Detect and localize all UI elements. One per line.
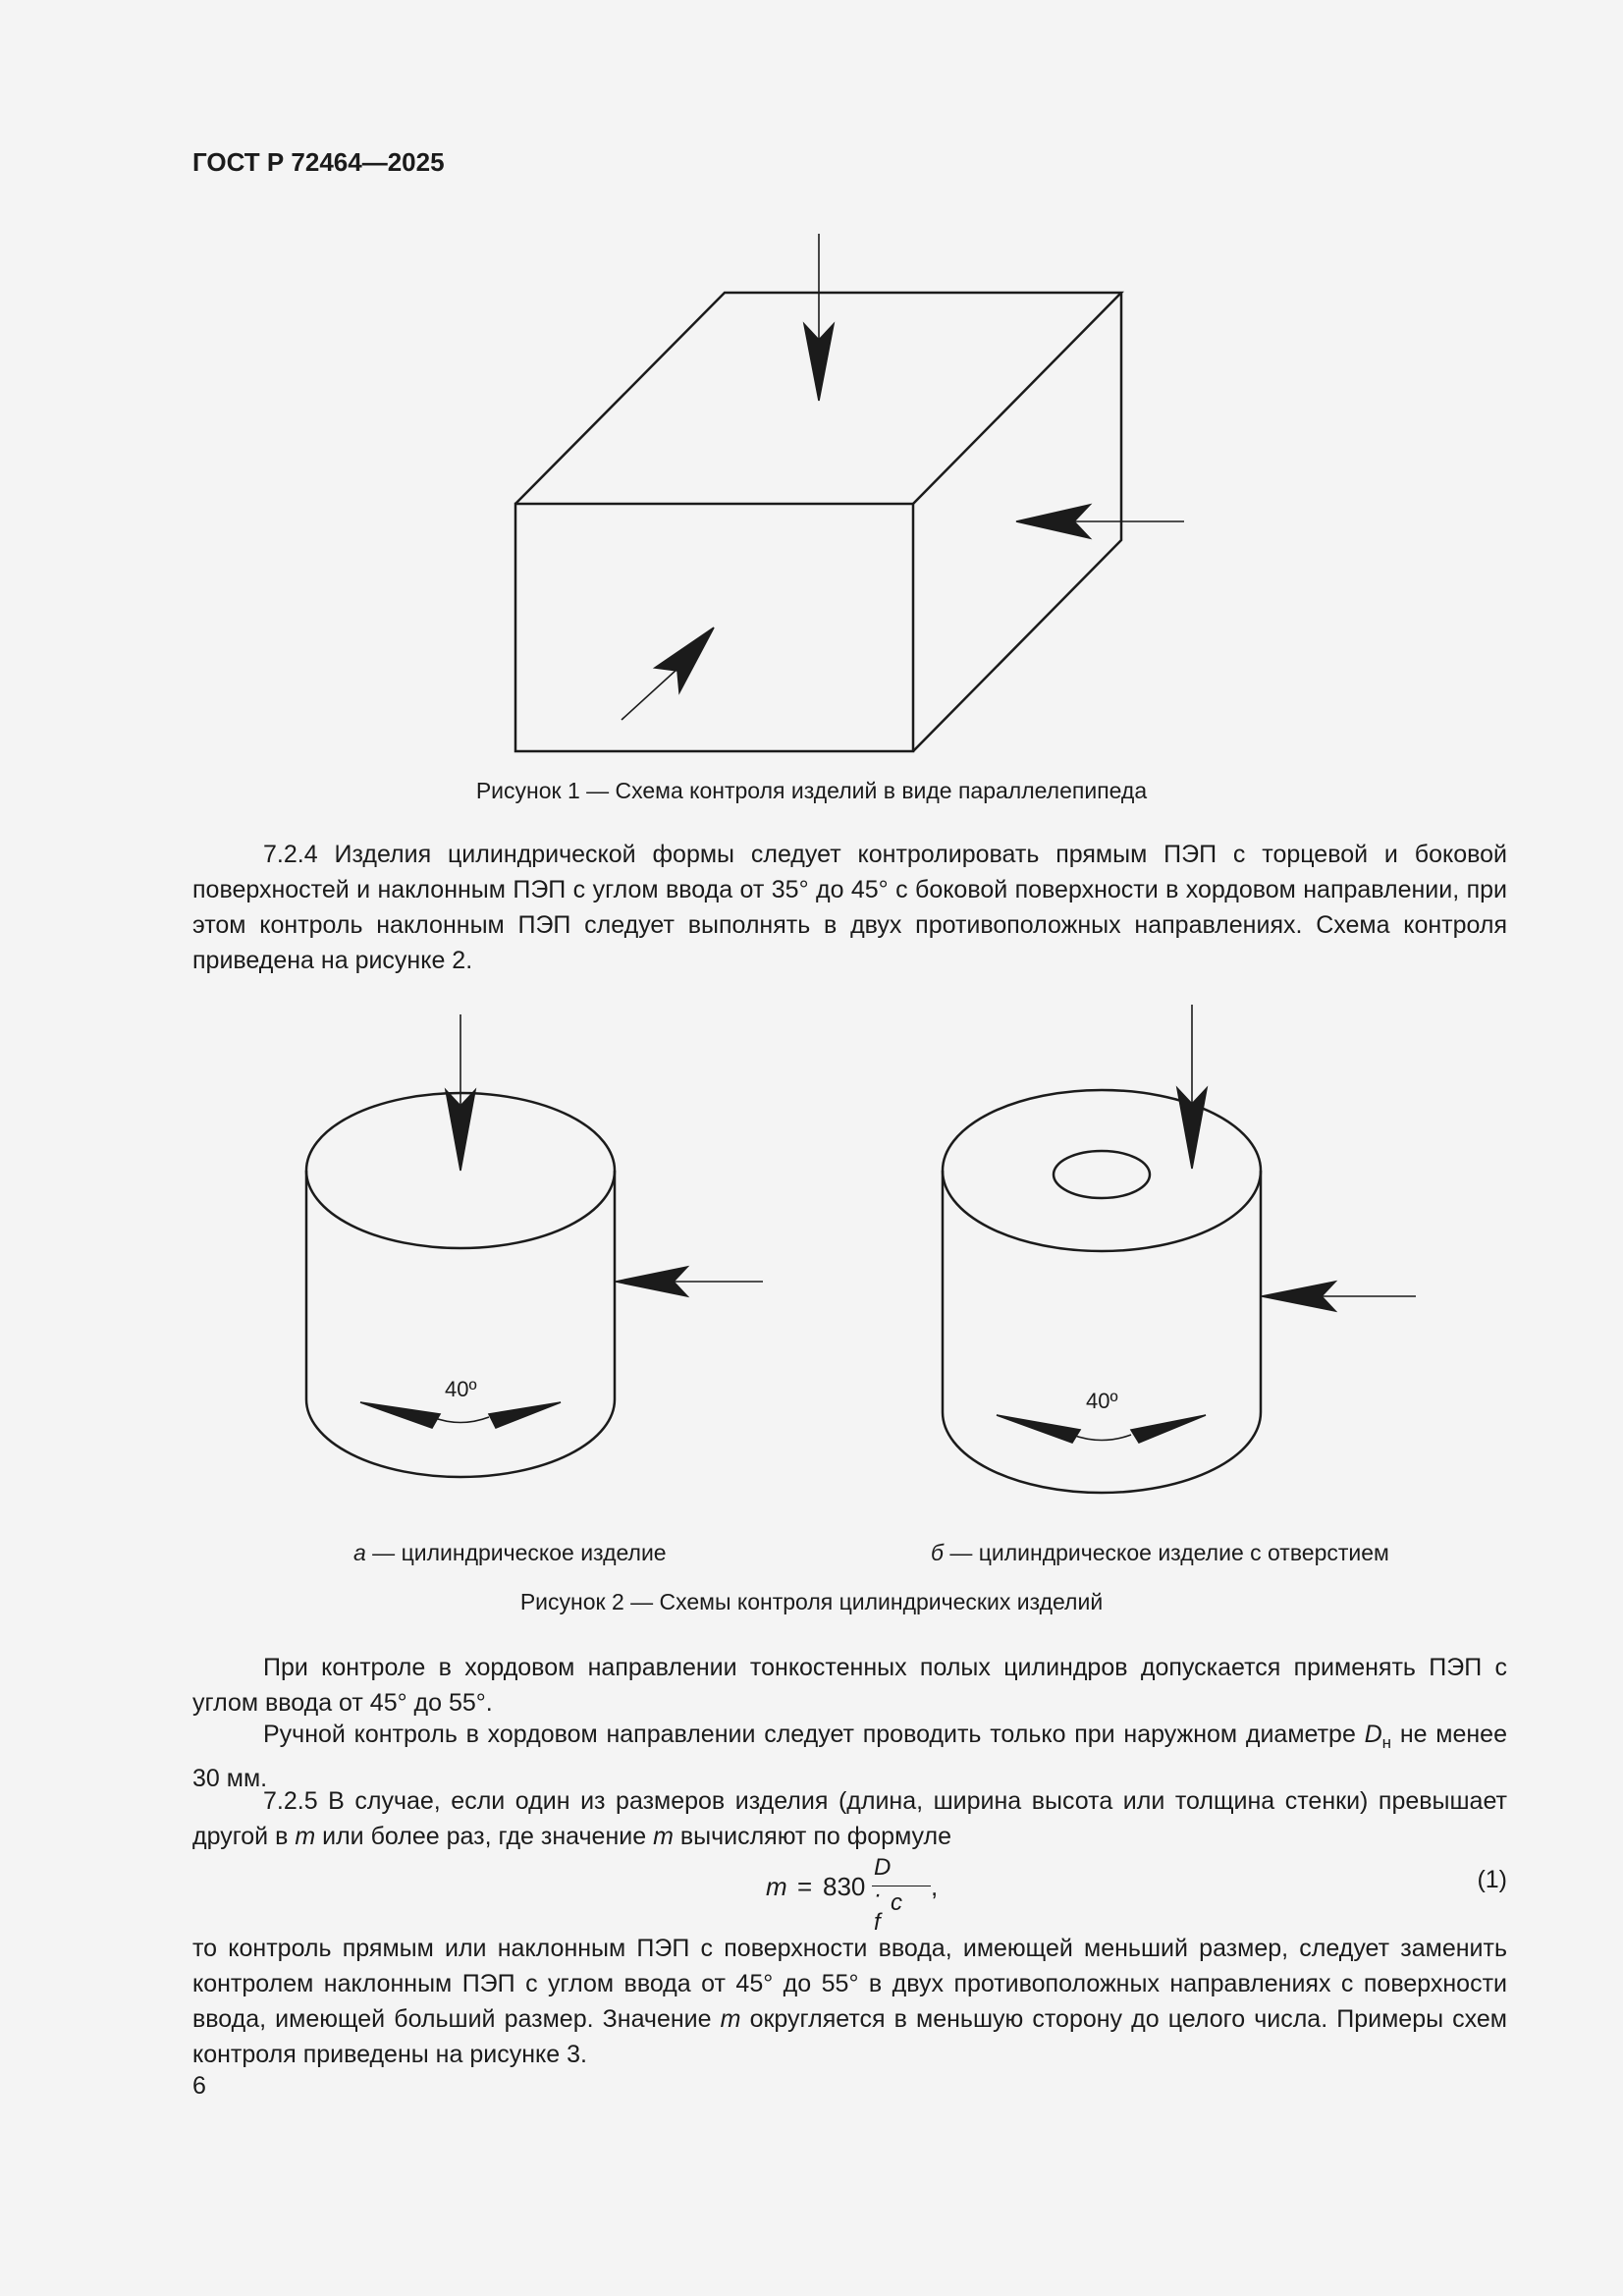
subcaption-a xyxy=(353,1540,667,1566)
box-front-face xyxy=(515,504,913,751)
section-7-2-5-continuation xyxy=(192,1931,1507,2072)
cylinder-b-hole xyxy=(1054,1151,1150,1198)
cylinder-b-arrow-top-icon xyxy=(1177,1005,1207,1169)
arrow-side-icon xyxy=(1016,505,1184,538)
var-m-1: m xyxy=(295,1823,316,1850)
cylinder-b-chord-arrows-icon xyxy=(997,1415,1206,1443)
var-m-3: m xyxy=(720,2005,741,2033)
section-7-2-5-part-a: 7.2.5 В случае, если один из размеров изделия (длина, ширина высота или толщина стенки) превышает другой в xyxy=(192,1787,1507,1850)
section-7-2-4-text: 7.2.4 Изделия цилиндрической формы следует контролировать прямым ПЭП с торцевой и боковой поверхностей и наклонным ПЭП с углом ввода от 35° до 45° с боковой поверхности в хордовом направлении, при этом контроль наклонным ПЭП следует выполнять в двух противоположных направлениях. Схема контроля приведена на рисунке 2. xyxy=(192,841,1507,974)
subcaption-b-letter: б xyxy=(931,1540,944,1565)
paragraph-chord-thin-wall: При контроле в хордовом направлении тонкостенных полых цилиндров допускается применять ПЭП с углом ввода от 45° до 55°. xyxy=(192,1654,1507,1717)
formula-lhs: m xyxy=(766,1872,787,1901)
var-d-outer: D xyxy=(1364,1721,1382,1748)
formula-number: (1) xyxy=(1477,1866,1507,1893)
cylinder-b-arrow-side-icon xyxy=(1262,1282,1416,1311)
figure2-cylinders-diagram xyxy=(0,982,1623,1532)
document-code: ГОСТ Р 72464—2025 xyxy=(192,147,445,177)
section-7-2-5-part-c: вычисляют по формуле xyxy=(673,1823,951,1850)
page-number: 6 xyxy=(192,2072,206,2100)
section-7-2-5-cont-part-a: то контроль прямым или наклонным ПЭП с поверхности ввода, имеющей меньший размер, следует заменить контролем наклонным ПЭП с углом ввода от 45° до 55° в двух противоположных направлениях с поверхности ввода, имеющей больший размер. Значение xyxy=(192,1935,1507,2033)
paragraph-manual-control-tail: не менее 30 мм. xyxy=(192,1721,1507,1792)
cylinder-b xyxy=(943,1090,1261,1493)
arrow-front-icon xyxy=(622,628,714,720)
var-d-outer-subscript: н xyxy=(1381,1733,1392,1752)
cylinder-a-chord-arrows-icon xyxy=(360,1402,561,1428)
cylinder-a-arrow-side-icon xyxy=(616,1267,763,1296)
formula-comma: , xyxy=(931,1872,939,1901)
arrow-top-icon xyxy=(804,234,834,401)
angle-label-a: 40º xyxy=(445,1377,477,1401)
paragraph-manual-control-text: Ручной контроль в хордовом направлении следует проводить только при наружном диаметре xyxy=(263,1721,1365,1748)
section-7-2-5-text xyxy=(192,1783,1507,1854)
section-7-2-5-part-b: или более раз, где значение xyxy=(315,1823,654,1850)
var-m-2: m xyxy=(653,1823,674,1850)
subcaption-b-text: — цилиндрическое изделие с отверстием xyxy=(943,1540,1389,1565)
section-7-2-5-cont-part-b: округляется в меньшую сторону до целого числа. Примеры схем контроля приведены на рисунке 3. xyxy=(192,2005,1507,2068)
subcaption-a-text: — цилиндрическое изделие xyxy=(365,1540,667,1565)
subcaption-b xyxy=(931,1540,1389,1566)
subcaption-a-letter: а xyxy=(353,1540,366,1565)
formula-coefficient: 830 xyxy=(823,1872,866,1901)
figure1-parallelepiped-diagram xyxy=(0,0,1623,776)
formula-equals: = xyxy=(797,1872,813,1901)
angle-label-b: 40º xyxy=(1086,1389,1118,1413)
formula-denominator: c xyxy=(891,1889,902,1916)
figure2-caption: Рисунок 2 — Схемы контроля цилиндрических изделий xyxy=(519,1589,1104,1614)
figure1-caption: Рисунок 1 — Схема контроля изделий в виде параллелепипеда xyxy=(475,778,1148,803)
formula-numerator: D · f xyxy=(874,1854,892,1936)
